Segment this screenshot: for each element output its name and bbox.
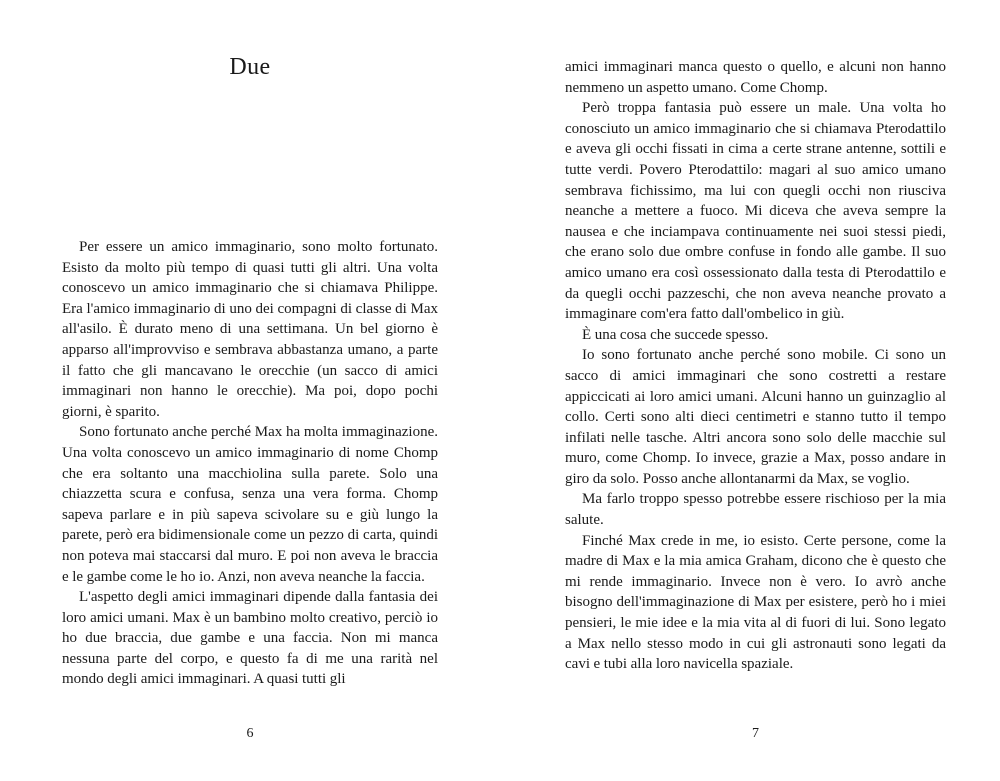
paragraph: Io sono fortunato anche perché sono mobile. Ci sono un sacco di amici immaginari che sono costretti a restare appiccicati ai loro amici umani. Alcuni hanno un guinzaglio al collo. Certi sono alti dieci centimetri e stanno tutto il tempo infilati nelle tasche. Altri ancora sono solo delle macchie sul muro, come Chomp. Io invece, grazie a Max, posso andare in giro da solo. Posso anche allontanarmi da Max, se voglio. <box>565 347 946 487</box>
paragraph: Finché Max crede in me, io esisto. Certe persone, come la madre di Max e la mia amica Graham, dicono che è questo che mi rende immaginario. Invece non è vero. Io avrò anche bisogno dell'immaginazione di Max per esistere, però ho i miei pensieri, le mie idee e la mia vita al di fuori di lui. Sono legato a Max nello stesso modo in cui gli astronauti sono legati da cavi e tubi alla loro navicella spaziale. <box>565 532 946 673</box>
paragraph: Per essere un amico immaginario, sono molto fortunato. Esisto da molto più tempo di quasi tutti gli altri. Una volta conoscevo un amico immaginario che si chiamava Philippe. Era l'amico immaginario di uno dei compagni di classe di Max all'asilo. È durato meno di una settimana. Un bel giorno è apparso all'improvviso e sembrava abbastanza umano, a parte il fatto che gli mancavano le orecchie (un sacco di amici immaginari non hanno le orecchie). Ma poi, dopo pochi giorni, è sparito. <box>62 239 438 420</box>
paragraph: Sono fortunato anche perché Max ha molta immaginazione. Una volta conoscevo un amico immaginario di nome Chomp che era soltanto una macchiolina sulla parete. Solo una chiazzetta scura e confusa, senza una vera forma. Chomp sapeva parlare e in più sapeva scivolare su e giù lungo la parete, però era bidimensionale come un pezzo di carta, quindi non poteva mai staccarsi dal muro. E poi non aveva le braccia e le gambe come le ho io. Anzi, non aveva neanche la faccia. <box>62 424 438 585</box>
page-number: 7 <box>752 726 759 741</box>
right-page <box>565 0 946 781</box>
paragraph: amici immaginari manca questo o quello, e alcuni non hanno nemmeno un aspetto umano. Come Chomp. <box>565 59 946 96</box>
paragraph: Però troppa fantasia può essere un male. Una volta ho conosciuto un amico immaginario che si chiamava Pterodattilo e aveva gli occhi fissati in cima a certe strane antenne, sottili e tutte verdi. Povero Pterodattilo: magari al suo amico umano sembrava fichissimo, ma lui con quegli occhi non riusciva neanche a mettere a fuoco. Mi diceva che aveva sempre la nausea e che inciampava continuamente nei suoi stessi piedi, che erano solo due ombre confuse in fondo alle gambe. Il suo amico umano era così ossessionato dalla testa di Pterodattilo e da quegli occhi pazzeschi, che non aveva neanche provato a immaginare com'era fatto dall'ombelico in giù. <box>565 100 946 323</box>
left-page <box>62 0 438 781</box>
paragraph: L'aspetto degli amici immaginari dipende dalla fantasia dei loro amici umani. Max è un bambino molto creativo, perciò io ho due braccia, due gambe e una faccia. Non mi manca nessuna parte del corpo, e questo fa di me una rarità nel mondo degli amici immaginari. A quasi tutti gli <box>62 589 438 688</box>
paragraph: È una cosa che succede spesso. <box>582 326 769 343</box>
paragraph: Ma farlo troppo spesso potrebbe essere rischioso per la mia salute. <box>565 491 946 529</box>
chapter-title: Due <box>229 54 271 80</box>
right-page-body <box>565 57 946 675</box>
left-page-body <box>62 237 438 690</box>
page-number: 6 <box>246 726 254 741</box>
